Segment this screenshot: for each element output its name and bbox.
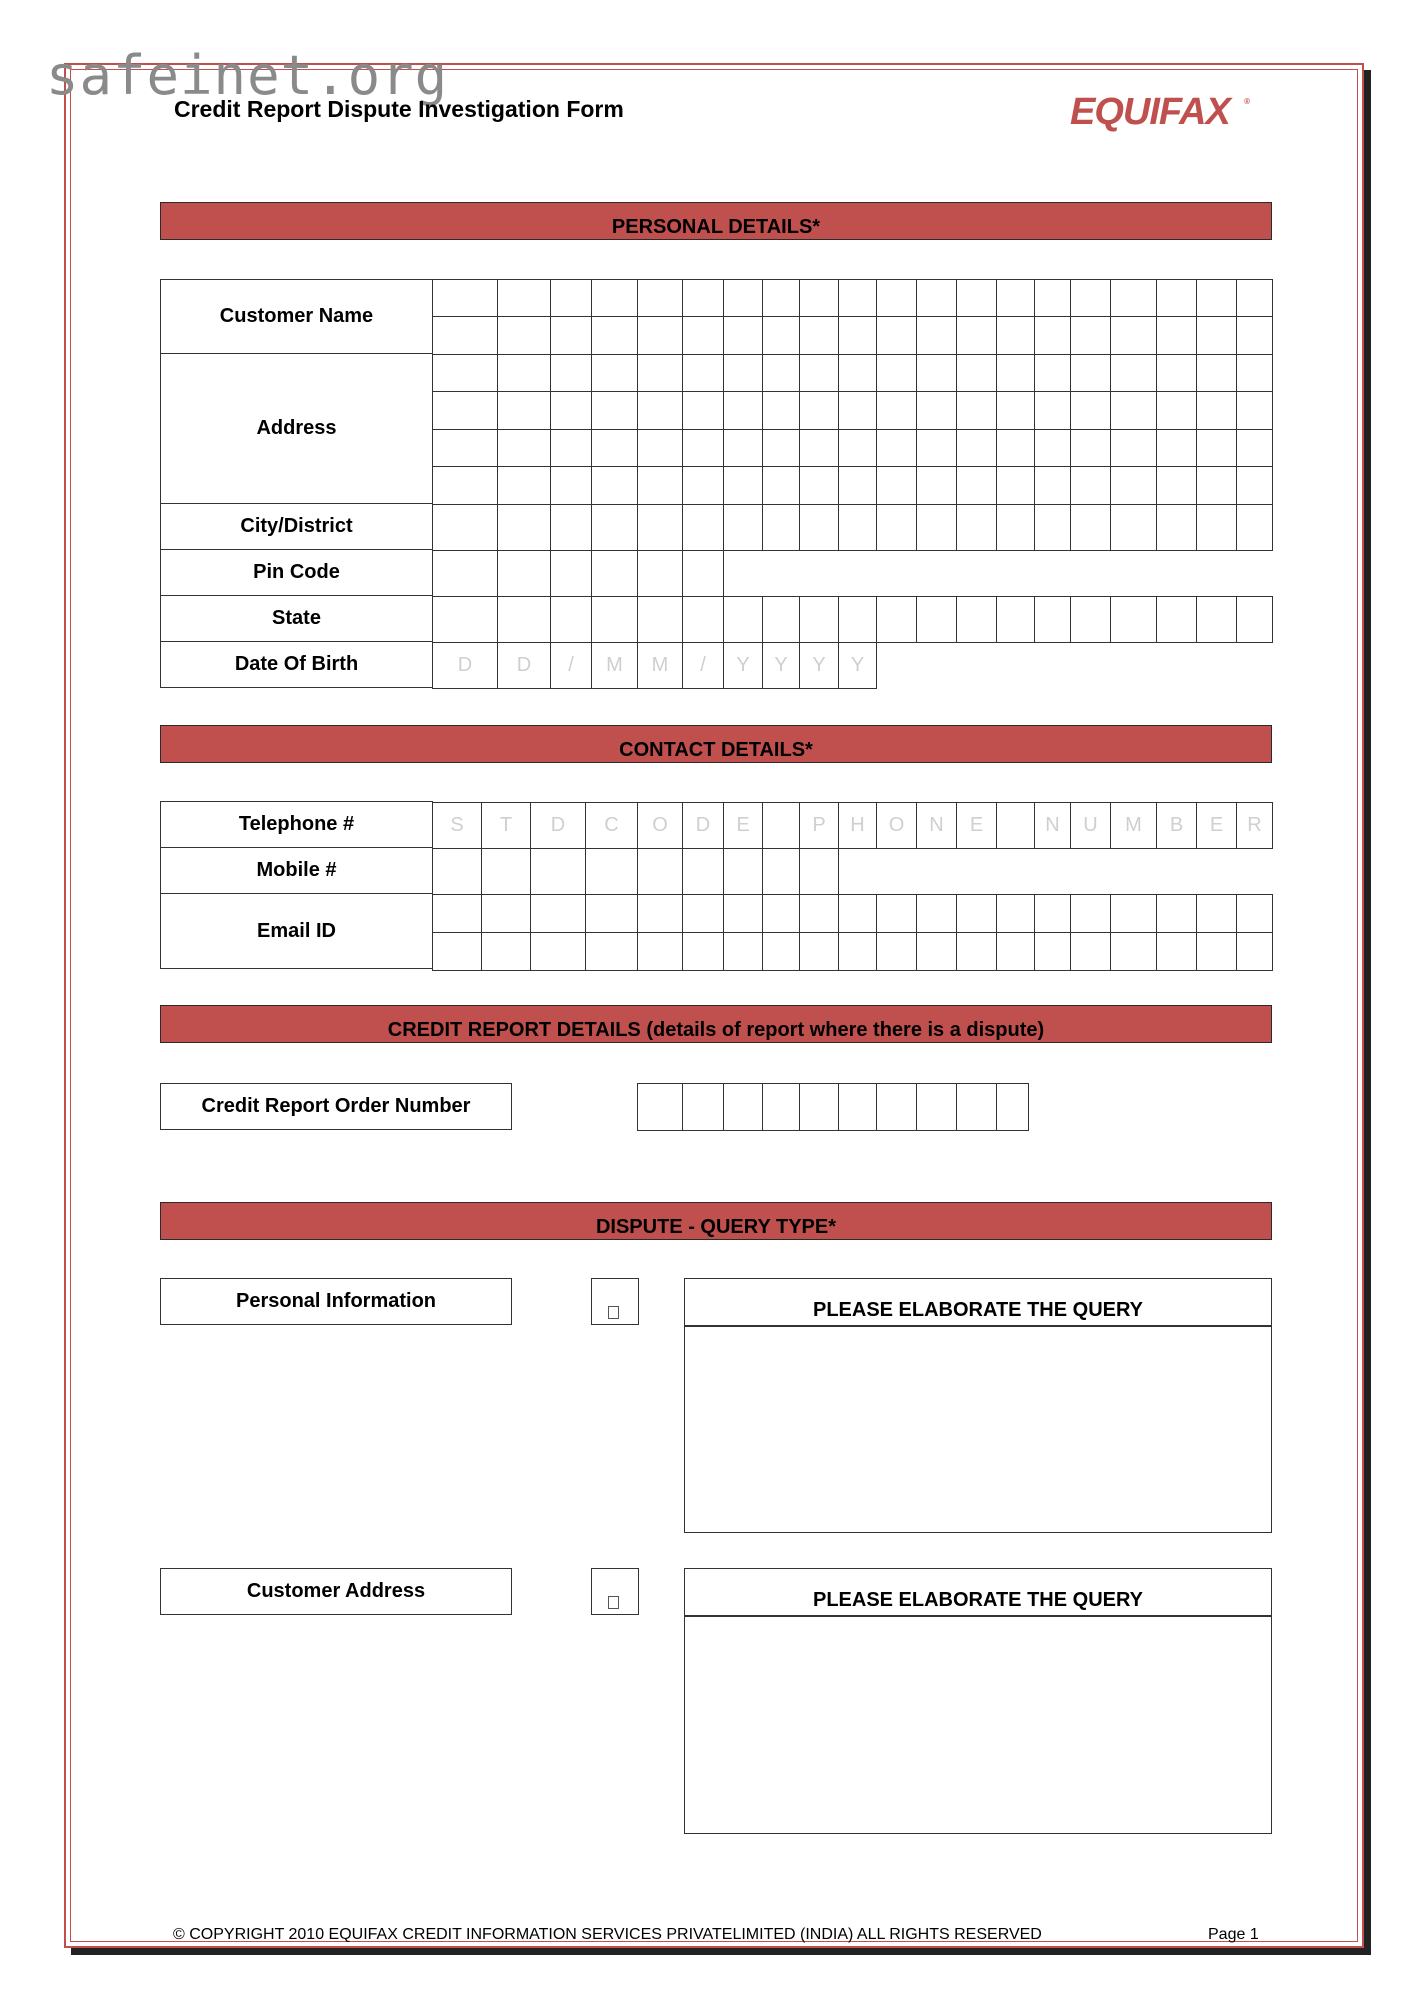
query-textarea-customer-address[interactable] xyxy=(684,1615,1272,1834)
pin-code-box[interactable] xyxy=(591,550,638,597)
city-box[interactable] xyxy=(762,504,800,551)
address-box[interactable] xyxy=(838,391,877,430)
address-box[interactable] xyxy=(996,354,1035,392)
city-box[interactable] xyxy=(1070,504,1111,551)
address-box[interactable] xyxy=(723,391,763,430)
mobile-box[interactable] xyxy=(637,848,683,895)
address-box[interactable] xyxy=(876,466,917,505)
address-box[interactable] xyxy=(1034,354,1071,392)
state-box[interactable] xyxy=(996,596,1035,643)
mobile-box[interactable] xyxy=(481,848,531,895)
email-box[interactable] xyxy=(799,894,839,933)
customer-name-box[interactable] xyxy=(916,316,957,355)
order-number-box[interactable] xyxy=(723,1083,763,1131)
email-box[interactable] xyxy=(1034,894,1071,933)
email-box[interactable] xyxy=(723,894,763,933)
order-number-box[interactable] xyxy=(876,1083,917,1131)
email-box[interactable] xyxy=(996,932,1035,971)
state-box[interactable] xyxy=(838,596,877,643)
address-box[interactable] xyxy=(956,429,997,467)
email-box[interactable] xyxy=(1110,894,1157,933)
mobile-box[interactable] xyxy=(530,848,586,895)
label-personal-information: Personal Information xyxy=(160,1278,512,1325)
address-box[interactable] xyxy=(497,391,551,430)
dob-hint-box[interactable]: Y xyxy=(799,642,839,689)
customer-name-box[interactable] xyxy=(637,316,683,355)
city-box[interactable] xyxy=(497,504,551,551)
customer-name-box[interactable] xyxy=(799,279,839,317)
city-box[interactable] xyxy=(996,504,1035,551)
label-mobile: Mobile # xyxy=(160,847,433,894)
label-city: City/District xyxy=(160,503,433,550)
dob-hint-box[interactable]: Y xyxy=(838,642,877,689)
city-box[interactable] xyxy=(1110,504,1157,551)
address-box[interactable] xyxy=(1070,466,1111,505)
form-title: Credit Report Dispute Investigation Form xyxy=(174,96,624,122)
address-box[interactable] xyxy=(1156,354,1197,392)
address-box[interactable] xyxy=(876,429,917,467)
label-customer-address: Customer Address xyxy=(160,1568,512,1615)
address-box[interactable] xyxy=(1070,391,1111,430)
email-box[interactable] xyxy=(1236,894,1273,933)
email-box[interactable] xyxy=(530,932,586,971)
telephone-hint-box[interactable]: O xyxy=(637,802,683,849)
address-box[interactable] xyxy=(682,429,724,467)
state-box[interactable] xyxy=(682,596,724,643)
email-box[interactable] xyxy=(1196,932,1237,971)
email-box[interactable] xyxy=(1034,932,1071,971)
address-box[interactable] xyxy=(1196,429,1237,467)
pin-code-box[interactable] xyxy=(637,550,683,597)
label-customer-name: Customer Name xyxy=(160,279,433,354)
email-box[interactable] xyxy=(876,932,917,971)
address-box[interactable] xyxy=(1236,429,1273,467)
state-box[interactable] xyxy=(876,596,917,643)
email-box[interactable] xyxy=(916,932,957,971)
mobile-box[interactable] xyxy=(585,848,638,895)
telephone-hint-box[interactable]: N xyxy=(1034,802,1071,849)
address-box[interactable] xyxy=(916,391,957,430)
address-box[interactable] xyxy=(1156,466,1197,505)
email-box[interactable] xyxy=(916,894,957,933)
customer-name-box[interactable] xyxy=(550,316,592,355)
customer-name-box[interactable] xyxy=(799,316,839,355)
state-box[interactable] xyxy=(799,596,839,643)
address-box[interactable] xyxy=(799,354,839,392)
address-box[interactable] xyxy=(876,354,917,392)
address-box[interactable] xyxy=(799,429,839,467)
email-box[interactable] xyxy=(956,894,997,933)
query-title-customer-address: PLEASE ELABORATE THE QUERY xyxy=(684,1568,1272,1617)
email-box[interactable] xyxy=(432,932,482,971)
telephone-hint-box[interactable]: M xyxy=(1110,802,1157,849)
customer-name-box[interactable] xyxy=(956,279,997,317)
copyright-footer: © COPYRIGHT 2010 EQUIFAX CREDIT INFORMATION SERVICES PRIVATELIMITED (INDIA) ALL RIGHTS RESERVED xyxy=(173,1926,1042,1943)
telephone-hint-box[interactable] xyxy=(996,802,1035,849)
customer-name-box[interactable] xyxy=(1156,316,1197,355)
address-box[interactable] xyxy=(762,429,800,467)
customer-name-box[interactable] xyxy=(1196,316,1237,355)
telephone-hint-box[interactable]: E xyxy=(1196,802,1237,849)
address-box[interactable] xyxy=(637,466,683,505)
customer-name-box[interactable] xyxy=(1156,279,1197,317)
state-box[interactable] xyxy=(432,596,498,643)
customer-name-box[interactable] xyxy=(1034,279,1071,317)
city-box[interactable] xyxy=(1156,504,1197,551)
mobile-box[interactable] xyxy=(723,848,763,895)
email-box[interactable] xyxy=(585,932,638,971)
customer-name-box[interactable] xyxy=(497,316,551,355)
email-box[interactable] xyxy=(838,932,877,971)
email-box[interactable] xyxy=(530,894,586,933)
customer-name-box[interactable] xyxy=(591,279,638,317)
address-box[interactable] xyxy=(762,391,800,430)
order-number-box[interactable] xyxy=(682,1083,724,1131)
customer-name-box[interactable] xyxy=(916,279,957,317)
dob-hint-box[interactable]: M xyxy=(591,642,638,689)
dob-hint-box[interactable]: Y xyxy=(762,642,800,689)
address-box[interactable] xyxy=(591,354,638,392)
state-box[interactable] xyxy=(637,596,683,643)
email-box[interactable] xyxy=(762,932,800,971)
label-address: Address xyxy=(160,353,433,504)
address-box[interactable] xyxy=(799,391,839,430)
address-box[interactable] xyxy=(591,466,638,505)
address-box[interactable] xyxy=(723,429,763,467)
city-box[interactable] xyxy=(956,504,997,551)
telephone-hint-box[interactable]: D xyxy=(530,802,586,849)
dob-hint-box[interactable]: / xyxy=(550,642,592,689)
customer-name-box[interactable] xyxy=(1236,316,1273,355)
dob-hint-box[interactable]: Y xyxy=(723,642,763,689)
telephone-hint-box[interactable]: P xyxy=(799,802,839,849)
email-box[interactable] xyxy=(1156,932,1197,971)
address-box[interactable] xyxy=(550,429,592,467)
customer-name-box[interactable] xyxy=(762,316,800,355)
state-box[interactable] xyxy=(762,596,800,643)
customer-name-box[interactable] xyxy=(723,279,763,317)
customer-name-box[interactable] xyxy=(1110,279,1157,317)
customer-name-box[interactable] xyxy=(432,316,498,355)
customer-name-box[interactable] xyxy=(637,279,683,317)
address-box[interactable] xyxy=(723,354,763,392)
dob-hint-box[interactable]: / xyxy=(682,642,724,689)
email-box[interactable] xyxy=(682,894,724,933)
state-box[interactable] xyxy=(550,596,592,643)
email-box[interactable] xyxy=(723,932,763,971)
logo-text: EQUIFAX xyxy=(1070,91,1230,133)
email-box[interactable] xyxy=(637,932,683,971)
address-box[interactable] xyxy=(838,429,877,467)
customer-name-box[interactable] xyxy=(682,316,724,355)
telephone-hint-box[interactable] xyxy=(762,802,800,849)
address-box[interactable] xyxy=(1156,391,1197,430)
city-box[interactable] xyxy=(1196,504,1237,551)
address-box[interactable] xyxy=(591,429,638,467)
email-box[interactable] xyxy=(1110,932,1157,971)
customer-name-box[interactable] xyxy=(1236,279,1273,317)
telephone-hint-box[interactable]: R xyxy=(1236,802,1273,849)
state-box[interactable] xyxy=(1070,596,1111,643)
city-box[interactable] xyxy=(1034,504,1071,551)
address-box[interactable] xyxy=(996,429,1035,467)
address-box[interactable] xyxy=(1236,391,1273,430)
svg-text:®: ® xyxy=(1244,97,1250,106)
address-box[interactable] xyxy=(497,429,551,467)
dob-hint-box[interactable]: D xyxy=(432,642,498,689)
order-number-box[interactable] xyxy=(799,1083,839,1131)
address-box[interactable] xyxy=(682,354,724,392)
equifax-logo xyxy=(1068,86,1258,140)
mobile-box[interactable] xyxy=(432,848,482,895)
address-box[interactable] xyxy=(956,354,997,392)
address-box[interactable] xyxy=(550,391,592,430)
state-box[interactable] xyxy=(1034,596,1071,643)
city-box[interactable] xyxy=(876,504,917,551)
query-textarea-personal-information[interactable] xyxy=(684,1325,1272,1533)
email-box[interactable] xyxy=(682,932,724,971)
address-box[interactable] xyxy=(1236,466,1273,505)
address-box[interactable] xyxy=(1196,391,1237,430)
customer-name-box[interactable] xyxy=(1196,279,1237,317)
address-box[interactable] xyxy=(682,466,724,505)
section-personal-details: PERSONAL DETAILS* xyxy=(160,202,1272,240)
address-box[interactable] xyxy=(723,466,763,505)
customer-name-box[interactable] xyxy=(996,279,1035,317)
telephone-hint-box[interactable]: N xyxy=(916,802,957,849)
customer-name-box[interactable] xyxy=(838,316,877,355)
state-box[interactable] xyxy=(1236,596,1273,643)
telephone-hint-box[interactable]: B xyxy=(1156,802,1197,849)
city-box[interactable] xyxy=(682,504,724,551)
section-dispute-query-type: DISPUTE - QUERY TYPE* xyxy=(160,1202,1272,1240)
order-number-box[interactable] xyxy=(838,1083,877,1131)
email-box[interactable] xyxy=(637,894,683,933)
customer-name-box[interactable] xyxy=(1110,316,1157,355)
address-box[interactable] xyxy=(916,466,957,505)
customer-name-box[interactable] xyxy=(996,316,1035,355)
pin-code-box[interactable] xyxy=(682,550,724,597)
label-dob: Date Of Birth xyxy=(160,641,433,688)
customer-name-box[interactable] xyxy=(876,279,917,317)
address-box[interactable] xyxy=(838,466,877,505)
address-box[interactable] xyxy=(1110,354,1157,392)
state-box[interactable] xyxy=(956,596,997,643)
email-box[interactable] xyxy=(1156,894,1197,933)
address-box[interactable] xyxy=(637,429,683,467)
order-number-box[interactable] xyxy=(956,1083,997,1131)
address-box[interactable] xyxy=(591,391,638,430)
address-box[interactable] xyxy=(1070,429,1111,467)
label-pin-code: Pin Code xyxy=(160,549,433,596)
section-credit-report-details: CREDIT REPORT DETAILS (details of report where there is a dispute) xyxy=(160,1005,1272,1043)
customer-name-box[interactable] xyxy=(432,279,498,317)
order-number-box[interactable] xyxy=(996,1083,1029,1131)
address-box[interactable] xyxy=(1196,354,1237,392)
email-box[interactable] xyxy=(876,894,917,933)
address-box[interactable] xyxy=(550,354,592,392)
dob-hint-box[interactable]: M xyxy=(637,642,683,689)
city-box[interactable] xyxy=(723,504,763,551)
city-box[interactable] xyxy=(591,504,638,551)
state-box[interactable] xyxy=(1110,596,1157,643)
address-box[interactable] xyxy=(1110,391,1157,430)
order-number-box[interactable] xyxy=(916,1083,957,1131)
address-box[interactable] xyxy=(1156,429,1197,467)
email-box[interactable] xyxy=(762,894,800,933)
address-box[interactable] xyxy=(1034,429,1071,467)
customer-name-box[interactable] xyxy=(1070,279,1111,317)
checkbox-personal-information[interactable] xyxy=(591,1278,639,1325)
city-box[interactable] xyxy=(637,504,683,551)
customer-name-box[interactable] xyxy=(956,316,997,355)
order-number-box[interactable] xyxy=(762,1083,800,1131)
address-box[interactable] xyxy=(432,354,498,392)
pin-code-box[interactable] xyxy=(550,550,592,597)
telephone-hint-box[interactable]: H xyxy=(838,802,877,849)
email-box[interactable] xyxy=(432,894,482,933)
address-box[interactable] xyxy=(799,466,839,505)
label-state: State xyxy=(160,595,433,642)
email-box[interactable] xyxy=(585,894,638,933)
address-box[interactable] xyxy=(1034,391,1071,430)
telephone-hint-box[interactable]: U xyxy=(1070,802,1111,849)
telephone-hint-box[interactable]: E xyxy=(956,802,997,849)
address-box[interactable] xyxy=(1110,466,1157,505)
state-box[interactable] xyxy=(916,596,957,643)
pin-code-box[interactable] xyxy=(497,550,551,597)
email-box[interactable] xyxy=(481,932,531,971)
customer-name-box[interactable] xyxy=(591,316,638,355)
state-box[interactable] xyxy=(1196,596,1237,643)
customer-name-box[interactable] xyxy=(550,279,592,317)
city-box[interactable] xyxy=(432,504,498,551)
mobile-box[interactable] xyxy=(682,848,724,895)
mobile-box[interactable] xyxy=(762,848,800,895)
telephone-hint-box[interactable]: O xyxy=(876,802,917,849)
address-box[interactable] xyxy=(876,391,917,430)
customer-name-box[interactable] xyxy=(762,279,800,317)
city-box[interactable] xyxy=(1236,504,1273,551)
address-box[interactable] xyxy=(497,466,551,505)
telephone-hint-box[interactable]: T xyxy=(481,802,531,849)
address-box[interactable] xyxy=(996,391,1035,430)
email-box[interactable] xyxy=(1236,932,1273,971)
section-contact-details: CONTACT DETAILS* xyxy=(160,725,1272,763)
email-box[interactable] xyxy=(838,894,877,933)
address-box[interactable] xyxy=(1196,466,1237,505)
address-box[interactable] xyxy=(996,466,1035,505)
address-box[interactable] xyxy=(497,354,551,392)
customer-name-box[interactable] xyxy=(876,316,917,355)
address-box[interactable] xyxy=(1070,354,1111,392)
city-box[interactable] xyxy=(550,504,592,551)
address-box[interactable] xyxy=(432,429,498,467)
address-box[interactable] xyxy=(550,466,592,505)
email-box[interactable] xyxy=(996,894,1035,933)
address-box[interactable] xyxy=(956,391,997,430)
email-box[interactable] xyxy=(481,894,531,933)
address-box[interactable] xyxy=(637,354,683,392)
customer-name-box[interactable] xyxy=(723,316,763,355)
telephone-hint-box[interactable]: E xyxy=(723,802,763,849)
city-box[interactable] xyxy=(916,504,957,551)
telephone-hint-box[interactable]: D xyxy=(682,802,724,849)
email-box[interactable] xyxy=(1196,894,1237,933)
email-box[interactable] xyxy=(956,932,997,971)
address-box[interactable] xyxy=(762,354,800,392)
customer-name-box[interactable] xyxy=(497,279,551,317)
watermark: safeinet.org xyxy=(46,44,449,107)
label-order-number: Credit Report Order Number xyxy=(160,1083,512,1130)
address-box[interactable] xyxy=(916,429,957,467)
telephone-hint-box[interactable]: C xyxy=(585,802,638,849)
address-box[interactable] xyxy=(682,391,724,430)
customer-name-box[interactable] xyxy=(1034,316,1071,355)
customer-name-box[interactable] xyxy=(682,279,724,317)
city-box[interactable] xyxy=(799,504,839,551)
dob-hint-box[interactable]: D xyxy=(497,642,551,689)
customer-name-box[interactable] xyxy=(838,279,877,317)
address-box[interactable] xyxy=(916,354,957,392)
address-box[interactable] xyxy=(637,391,683,430)
label-telephone: Telephone # xyxy=(160,801,433,848)
telephone-hint-box[interactable]: S xyxy=(432,802,482,849)
address-box[interactable] xyxy=(956,466,997,505)
state-box[interactable] xyxy=(1156,596,1197,643)
address-box[interactable] xyxy=(1236,354,1273,392)
address-box[interactable] xyxy=(432,466,498,505)
city-box[interactable] xyxy=(838,504,877,551)
pin-code-box[interactable] xyxy=(432,550,498,597)
address-box[interactable] xyxy=(1034,466,1071,505)
page-number: Page 1 xyxy=(1208,1926,1259,1943)
email-box[interactable] xyxy=(799,932,839,971)
email-box[interactable] xyxy=(1070,894,1111,933)
customer-name-box[interactable] xyxy=(1070,316,1111,355)
label-email: Email ID xyxy=(160,893,433,969)
checkbox-customer-address[interactable] xyxy=(591,1568,639,1615)
address-box[interactable] xyxy=(432,391,498,430)
email-box[interactable] xyxy=(1070,932,1111,971)
order-number-box[interactable] xyxy=(637,1083,683,1131)
mobile-box[interactable] xyxy=(799,848,839,895)
address-box[interactable] xyxy=(1110,429,1157,467)
query-title-personal-information: PLEASE ELABORATE THE QUERY xyxy=(684,1278,1272,1327)
address-box[interactable] xyxy=(838,354,877,392)
address-box[interactable] xyxy=(762,466,800,505)
state-box[interactable] xyxy=(497,596,551,643)
state-box[interactable] xyxy=(591,596,638,643)
state-box[interactable] xyxy=(723,596,763,643)
